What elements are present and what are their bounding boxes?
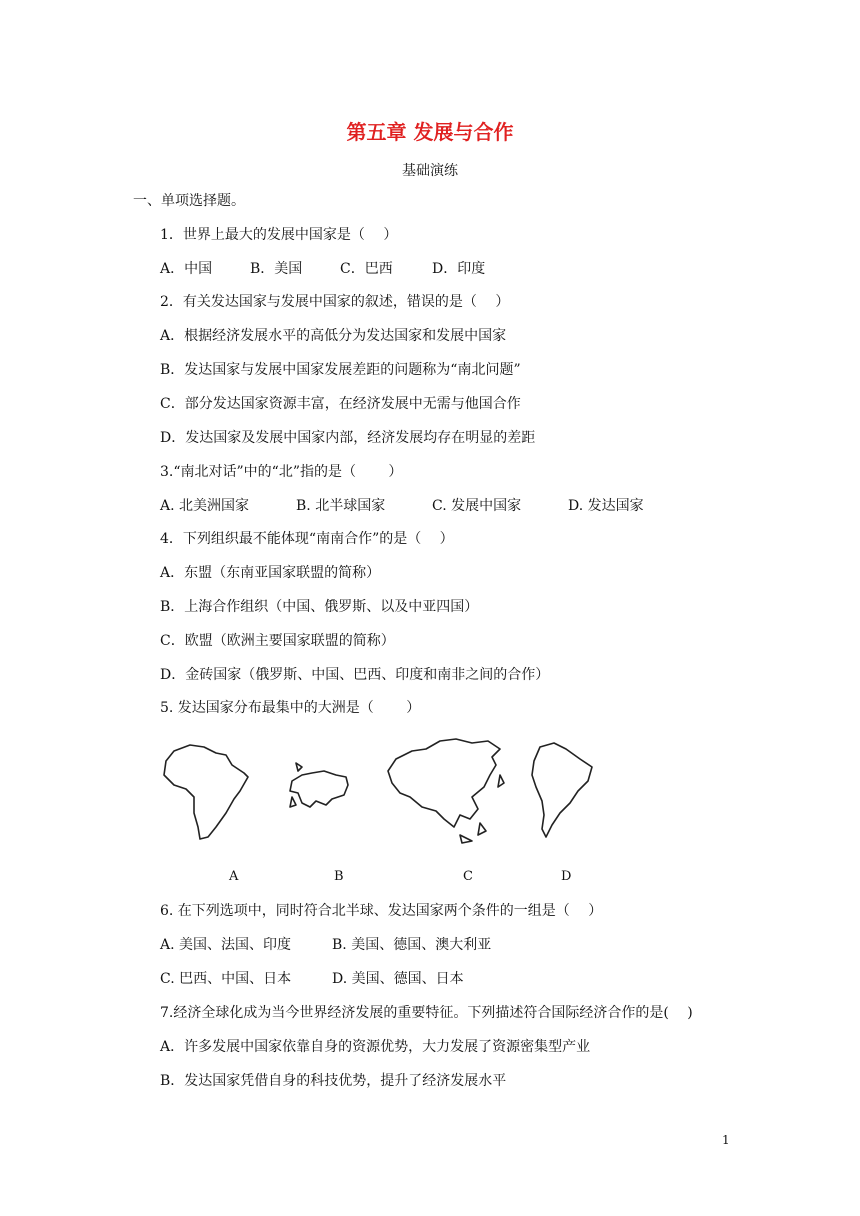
question-2-stem: 2．有关发达国家与发展中国家的叙述，错误的是（ ） bbox=[160, 294, 510, 310]
question-6-stem: 6. 在下列选项中，同时符合北半球、发达国家两个条件的一组是（ ） bbox=[160, 903, 603, 919]
question-3-stem: 3.“南北对话”中的“北”指的是（ ） bbox=[160, 464, 403, 480]
q4-option-d: D．金砖国家（俄罗斯、中国、巴西、印度和南非之间的合作） bbox=[160, 667, 550, 683]
page-title: 第五章 发展与合作 bbox=[346, 120, 514, 144]
q4-option-b: B．上海合作组织（中国、俄罗斯、以及中亚四国） bbox=[160, 599, 479, 615]
q1-option-a: A．中国 bbox=[160, 261, 213, 277]
q6-option-c: C. 巴西、中国、日本 bbox=[160, 971, 292, 987]
map-label-a: A bbox=[229, 869, 239, 884]
q2-option-b: B．发达国家与发展中国家发展差距的问题称为“南北问题” bbox=[160, 362, 521, 378]
q3-option-a: A. 北美洲国家 bbox=[160, 498, 250, 514]
q2-option-d: D．发达国家及发展中国家内部，经济发展均存在明显的差距 bbox=[160, 430, 536, 446]
q3-option-b: B. 北半球国家 bbox=[296, 498, 386, 514]
q3-option-c: C. 发展中国家 bbox=[432, 498, 522, 514]
q6-option-a: A. 美国、法国、印度 bbox=[160, 937, 292, 953]
asia-outline-icon bbox=[388, 739, 504, 843]
q2-option-a: A．根据经济发展水平的高低分为发达国家和发展中国家 bbox=[160, 328, 507, 344]
page-subtitle: 基础演练 bbox=[402, 163, 458, 179]
q3-option-d: D. 发达国家 bbox=[568, 498, 644, 514]
question-4-stem: 4．下列组织最不能体现“南南合作”的是（ ） bbox=[160, 531, 454, 547]
q7-option-a: A．许多发展中国家依靠自身的资源优势，大力发展了资源密集型产业 bbox=[160, 1039, 591, 1055]
map-label-c: C bbox=[463, 869, 473, 884]
continent-maps bbox=[160, 735, 720, 845]
page-number: 1 bbox=[722, 1133, 730, 1147]
q2-option-c: C．部分发达国家资源丰富，在经济发展中无需与他国合作 bbox=[160, 396, 521, 412]
south-america-outline-icon bbox=[532, 743, 592, 837]
q6-option-d: D. 美国、德国、日本 bbox=[332, 971, 464, 987]
map-label-d: D bbox=[561, 869, 572, 884]
q4-option-a: A．东盟（东南亚国家联盟的简称） bbox=[160, 565, 381, 581]
q4-option-c: C．欧盟（欧洲主要国家联盟的简称） bbox=[160, 633, 395, 649]
question-7-stem: 7.经济全球化成为当今世界经济发展的重要特征。下列描述符合国际经济合作的是( ) bbox=[160, 1005, 693, 1021]
q1-option-c: C．巴西 bbox=[340, 261, 393, 277]
europe-outline-icon bbox=[290, 763, 348, 807]
question-5-stem: 5. 发达国家分布最集中的大洲是（ ） bbox=[160, 700, 421, 716]
section-heading: 一、单项选择题。 bbox=[133, 193, 245, 209]
map-label-b: B bbox=[334, 869, 344, 884]
q1-option-b: B．美国 bbox=[250, 261, 303, 277]
q1-option-d: D．印度 bbox=[432, 261, 486, 277]
question-1-stem: 1．世界上最大的发展中国家是（ ） bbox=[160, 227, 398, 243]
q7-option-b: B．发达国家凭借自身的科技优势，提升了经济发展水平 bbox=[160, 1073, 507, 1089]
q6-option-b: B. 美国、德国、澳大利亚 bbox=[332, 937, 492, 953]
africa-outline-icon bbox=[164, 745, 248, 839]
